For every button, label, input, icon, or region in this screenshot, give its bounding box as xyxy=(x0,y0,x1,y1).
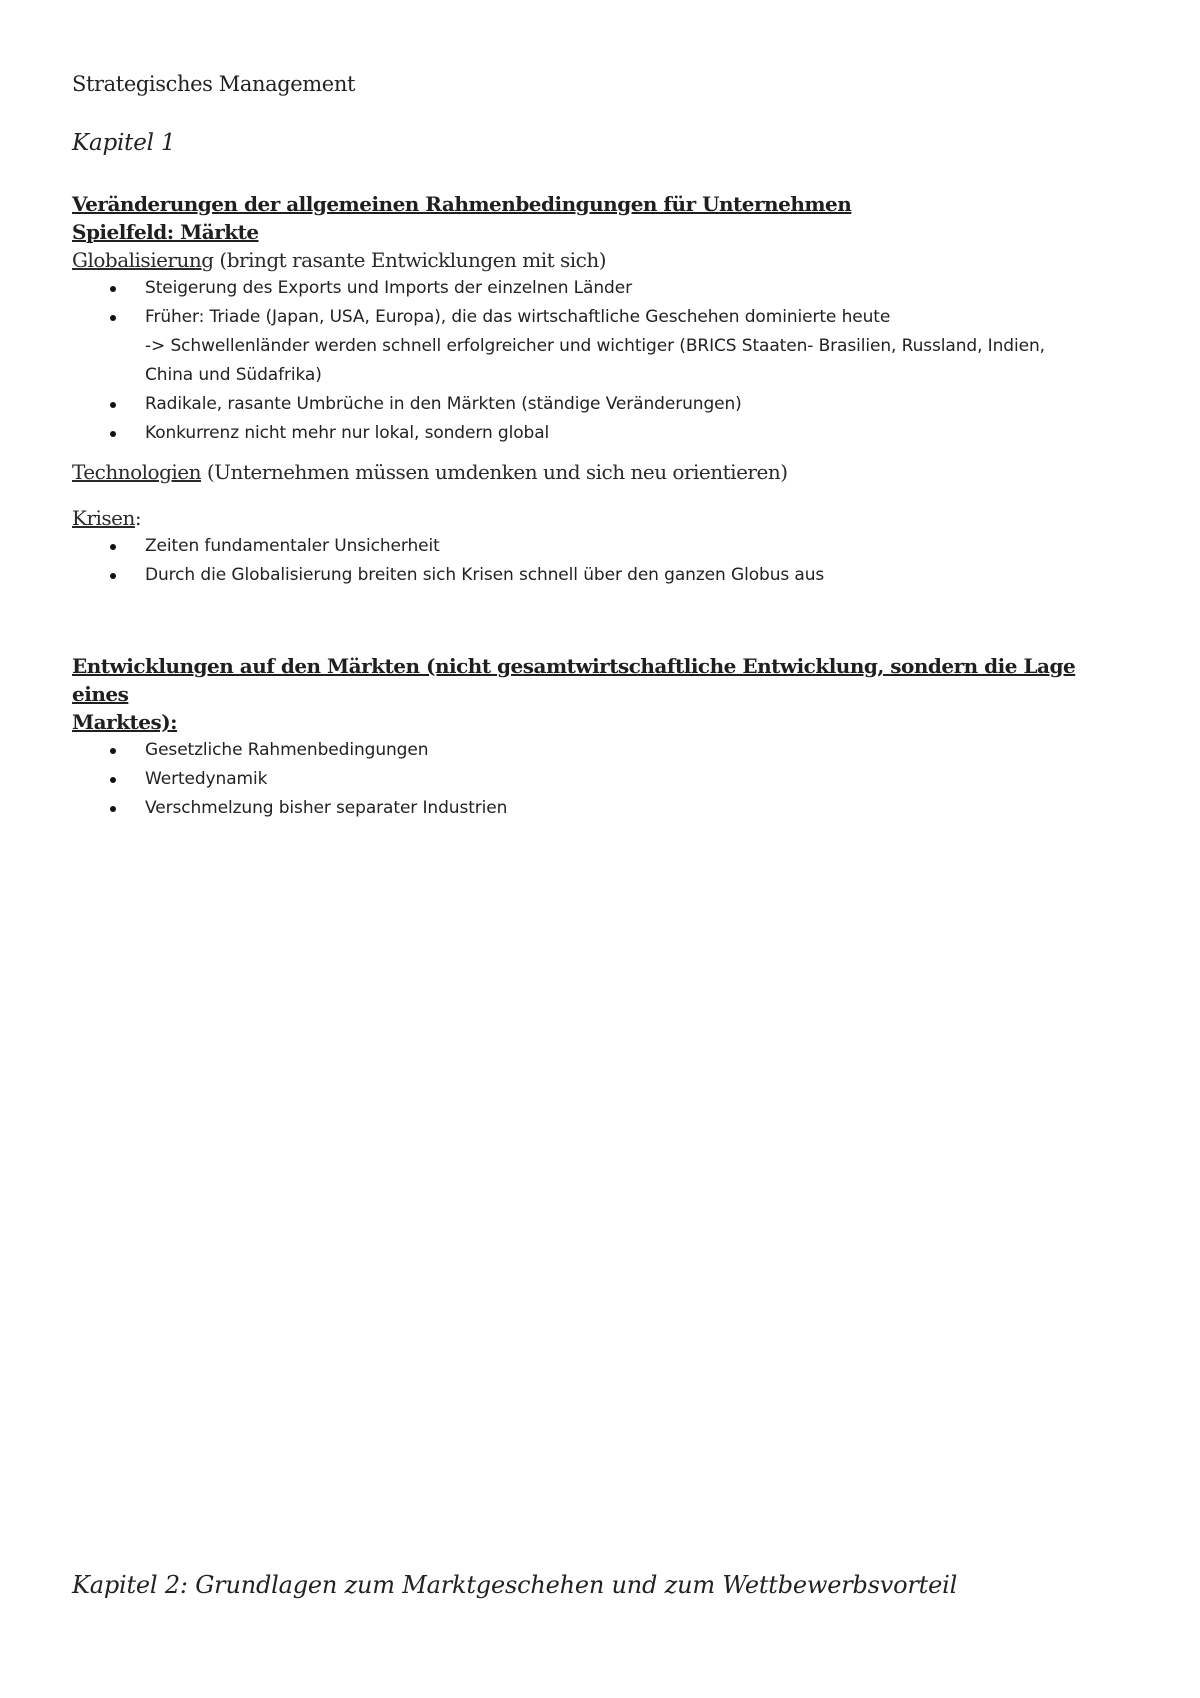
list-item: Verschmelzung bisher separater Industrien xyxy=(72,794,1132,823)
bullet-icon xyxy=(110,315,116,321)
bullet-icon xyxy=(110,286,116,292)
bullet-icon xyxy=(110,806,116,812)
chapter-2-title: Kapitel 2: Grundlagen zum Marktgeschehen und zum Wettbewerbsvorteil xyxy=(72,1571,958,1599)
topic-krisen xyxy=(72,504,1132,532)
section-rahmenbedingungen xyxy=(72,190,1132,590)
document-title: Strategisches Management xyxy=(72,72,355,96)
krisen-list xyxy=(72,532,1132,590)
list-item: Wertedynamik xyxy=(72,765,1132,794)
topic-note: : xyxy=(134,506,142,530)
bullet-icon xyxy=(110,573,116,579)
section-entwicklungen xyxy=(72,652,1132,823)
topic-label: Globalisierung xyxy=(72,248,214,272)
section-subheading: Spielfeld: Märkte xyxy=(72,220,259,244)
list-item: Zeiten fundamentaler Unsicherheit xyxy=(72,532,1132,561)
section-heading: Entwicklungen auf den Märkten (nicht gesamtwirtschaftliche Entwicklung, sondern die Lage eines Marktes): xyxy=(72,654,1076,734)
section-heading: Veränderungen der allgemeinen Rahmenbedingungen für Unternehmen xyxy=(72,192,852,216)
topic-label: Krisen xyxy=(72,506,135,530)
list-item: Radikale, rasante Umbrüche in den Märkten (ständige Veränderungen) xyxy=(72,390,1132,419)
list-item: Konkurrenz nicht mehr nur lokal, sondern global xyxy=(72,419,1132,448)
chapter-1-title: Kapitel 1 xyxy=(72,130,176,156)
list-item: Steigerung des Exports und Imports der einzelnen Länder xyxy=(72,274,1132,303)
globalisierung-list xyxy=(72,274,1132,448)
bullet-icon xyxy=(110,544,116,550)
bullet-icon xyxy=(110,402,116,408)
topic-note: (Unternehmen müssen umdenken und sich neu orientieren) xyxy=(200,460,788,484)
list-item-continuation: China und Südafrika) xyxy=(145,365,322,385)
entwicklungen-list xyxy=(72,736,1132,823)
list-item-continuation: -> Schwellenländer werden schnell erfolgreicher und wichtiger (BRICS Staaten- Brasilien, Russland, Indien, xyxy=(145,336,1045,356)
list-item: Gesetzliche Rahmenbedingungen xyxy=(72,736,1132,765)
topic-globalisierung xyxy=(72,246,1132,274)
list-item: Früher: Triade (Japan, USA, Europa), die das wirtschaftliche Geschehen dominierte heute xyxy=(72,303,1132,332)
topic-label: Technologien xyxy=(72,460,201,484)
bullet-icon xyxy=(110,777,116,783)
topic-note: (bringt rasante Entwicklungen mit sich) xyxy=(213,248,607,272)
list-item: Durch die Globalisierung breiten sich Krisen schnell über den ganzen Globus aus xyxy=(72,561,1132,590)
bullet-icon xyxy=(110,431,116,437)
topic-technologien xyxy=(72,458,1132,486)
bullet-icon xyxy=(110,748,116,754)
